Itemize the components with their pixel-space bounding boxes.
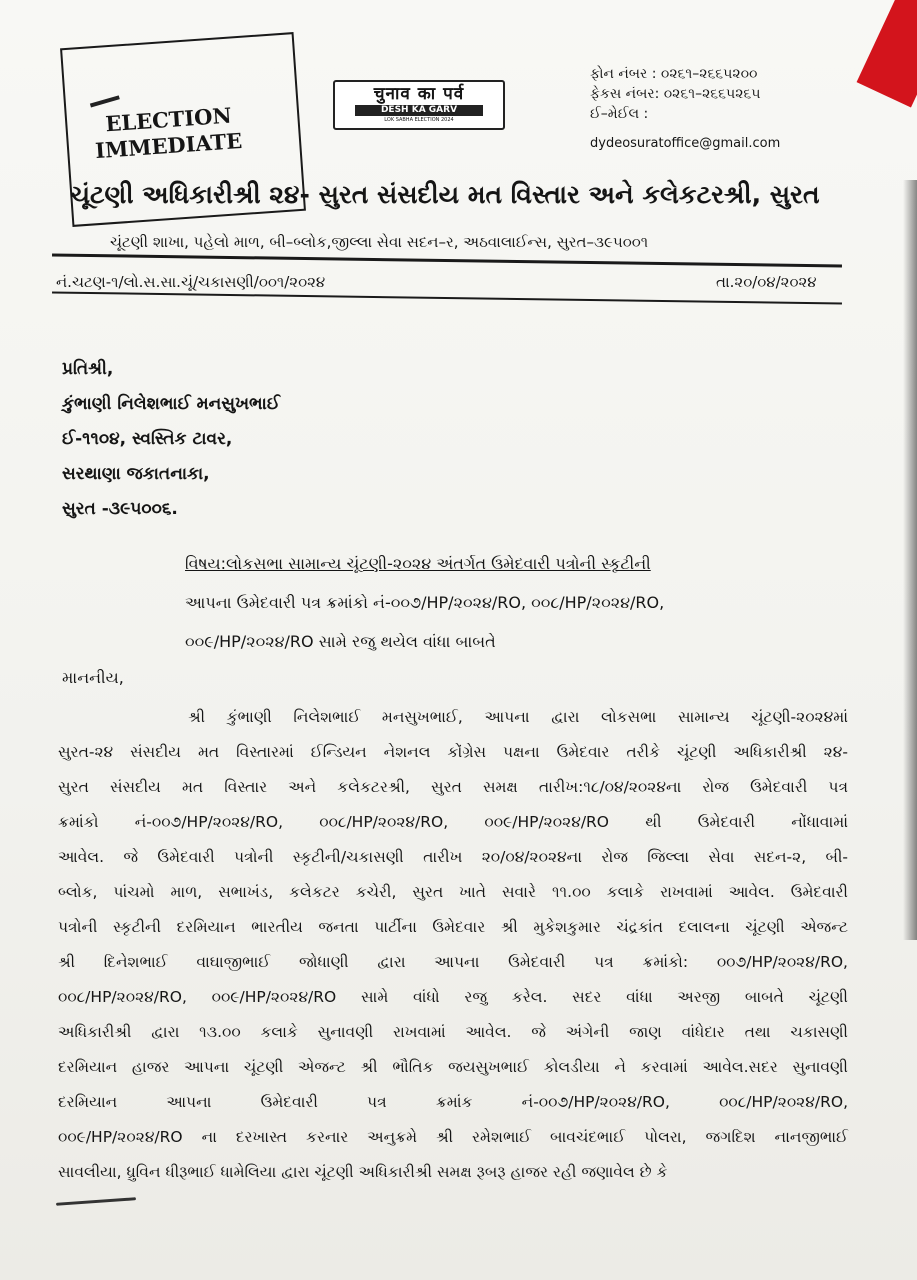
letter-date: તા.૨૦/૦૪/૨૦૨૪ [716, 273, 817, 291]
reference-number: નં.ચટણ-૧/લો.સ.સા.ચૂં/ચકાસણી/૦૦૧/૨૦૨૪ [56, 273, 326, 291]
letter-body [58, 700, 848, 1190]
stamp-mark [90, 95, 120, 107]
body-line: સુરત-૨૪ સંસદીય મત વિસ્તારમાં ઈન્ડિયન નેશનલ કોંગ્રેસ પક્ષના ઉમેદવાર તરીકે ચૂંટણી અધિકારીશ્રી ૨૪- [58, 743, 848, 761]
body-line: પત્રોની સ્કૃટીની દરમિયાન ભારતીય જનતા પાર્ટીના ઉમેદવાર શ્રી મુકેશકુમાર ચંદ્રકાંત દલાલના ચૂંટણી એજન્ટ [58, 918, 848, 936]
body-line: ૦૦૯/HP/૨૦૨૪/RO ના દરખાસ્ત કરનાર અનુક્રમે શ્રી રમેશભાઈ બાવચંદભાઈ પોલરા, જગદિશ નાનજીભાઈ [58, 1128, 848, 1146]
subject-line: વિષય:લોકસભા સામાન્ય ચૂંટણી-૨૦૨૪ અંતર્ગત ઉમેદવારી પત્રોની સ્કૃટીની [185, 554, 651, 573]
subject-line: આપના ઉમેદવારી પત્ર ક્રમાંકો નં-૦૦૭/HP/૨૦૨૪/RO, ૦૦૮/HP/૨૦૨૪/RO, [185, 593, 665, 612]
address-line: સરથાણા જકાતનાકા, [62, 464, 210, 484]
logo-small-text: LOK SABHA ELECTION 2024 [384, 117, 454, 123]
body-line: આવેલ. જે ઉમેદવારી પત્રોની સ્કૃટીની/ચકાસણી તારીખ ૨૦/૦૪/૨૦૨૪ના રોજ જિલ્લા સેવા સદન-૨, બી- [58, 848, 848, 866]
subject-line: ૦૦૯/HP/૨૦૨૪/RO સામે રજુ થયેલ વાંધા બાબતે [185, 632, 496, 651]
office-heading: ચૂંટણી અધિકારીશ્રી ૨૪- સુરત સંસદીય મત વિસ્તાર અને કલેકટરશ્રી, સુરત [70, 180, 820, 209]
body-line: અધિકારીશ્રી દ્વારા ૧૩.૦૦ કલાકે સુનાવણી રાખવામાં આવેલ. જે અંગેની જાણ વાંધેદાર તથા ચકાસણી [58, 1023, 848, 1041]
body-line: શ્રી કુંભાણી નિલેશભાઈ મનસુખભાઈ, આપના દ્વારા લોકસભા સામાન્ય ચૂંટણી-૨૦૨૪માં [188, 708, 848, 726]
logo-english-text: DESH KA GARV [355, 105, 483, 116]
office-address: ચૂંટણી શાખા, પહેલો માળ, બી–બ્લોક,જીલ્લા સેવા સદન–ર, અઠવાલાઈન્સ, સુરત–૩૯૫૦૦૧ [110, 233, 649, 251]
logo-hindi-text: चुनाव का पर्व [373, 84, 465, 104]
body-line: બ્લોક, પાંચમો માળ, સભાખંડ, કલેકટર કચેરી, સુરત ખાતે સવારે ૧૧.૦૦ કલાકે રાખવામાં આવેલ. ઉમેદવારી [58, 883, 848, 901]
stamp-line-2: IMMEDIATE [94, 127, 243, 164]
underline-mark [56, 1197, 136, 1206]
body-line: સુરત સંસદીય મત વિસ્તાર અને કલેકટરશ્રી, સુરત સમક્ષ તારીખ:૧૮/૦૪/૨૦૨૪ના રોજ ઉમેદવારી પત્ર [58, 778, 848, 796]
body-line: દરમિયાન આપના ઉમેદવારી પત્ર ક્રમાંક નં-૦૦૭/HP/૨૦૨૪/RO, ૦૦૮/HP/૨૦૨૪/RO, [58, 1093, 848, 1111]
contact-block [590, 64, 780, 154]
address-line: સુરત -૩૯૫૦૦૬. [62, 499, 178, 519]
address-line: ઈ-૧૧૦૪, સ્વસ્તિક ટાવર, [62, 429, 233, 449]
body-line: ક્રમાંકો નં-૦૦૭/HP/૨૦૨૪/RO, ૦૦૮/HP/૨૦૨૪/RO, ૦૦૯/HP/૨૦૨૪/RO થી ઉમેદવારી નોંધાવામાં [58, 813, 848, 831]
fax-number: ફેકસ નંબર: ૦૨૬૧–૨૬૬૫૨૬૫ [590, 86, 761, 102]
body-line: ૦૦૮/HP/૨૦૨૪/RO, ૦૦૯/HP/૨૦૨૪/RO સામે વાંધો રજુ કરેલ. સદર વાંધા અરજી બાબતે ચૂંટણી [58, 988, 848, 1006]
election-logo [333, 80, 505, 130]
body-line: સાવલીયા, ધ્રુવિન ધીરૂભાઈ ધામેલિયા દ્વારા ચૂંટણી અધિકારીશ્રી સમક્ષ રૂબરૂ હાજર રહી જણાવેલ છે કે [58, 1163, 668, 1181]
email-label: ઈ–મેઈલ : [590, 106, 649, 122]
email-address: dydeosuratoffice@gmail.com [590, 136, 781, 151]
recipient-address [62, 352, 280, 527]
body-line: દરમિયાન હાજર આપના ચૂંટણી એજન્ટ શ્રી ભૌતિક જયસુખભાઈ કોલડીયા ને કરવામાં આવેલ.સદર સુનાવણી [58, 1058, 848, 1076]
phone-number: ફોન નંબર : ૦૨૬૧–૨૬૬૫૨૦૦ [590, 66, 758, 82]
body-line: શ્રી દિનેશભાઈ વાઘાજીભાઈ જોધાણી દ્વારા આપના ઉમેદવારી પત્ર ક્રમાંકો: ૦૦૭/HP/૨૦૨૪/RO, [58, 953, 848, 971]
header-divider [52, 253, 842, 267]
subject-block [185, 544, 805, 661]
address-line: પ્રતિશ્રી, [62, 359, 114, 379]
page-edge-shadow [903, 180, 917, 940]
address-line: કુંભાણી નિલેશભાઈ મનસુખભાઈ [62, 394, 280, 414]
reference-divider [52, 291, 842, 304]
stamp-line-1: ELECTION [104, 102, 233, 137]
salutation: માનનીય, [62, 668, 124, 687]
red-corner-decoration [857, 0, 917, 108]
